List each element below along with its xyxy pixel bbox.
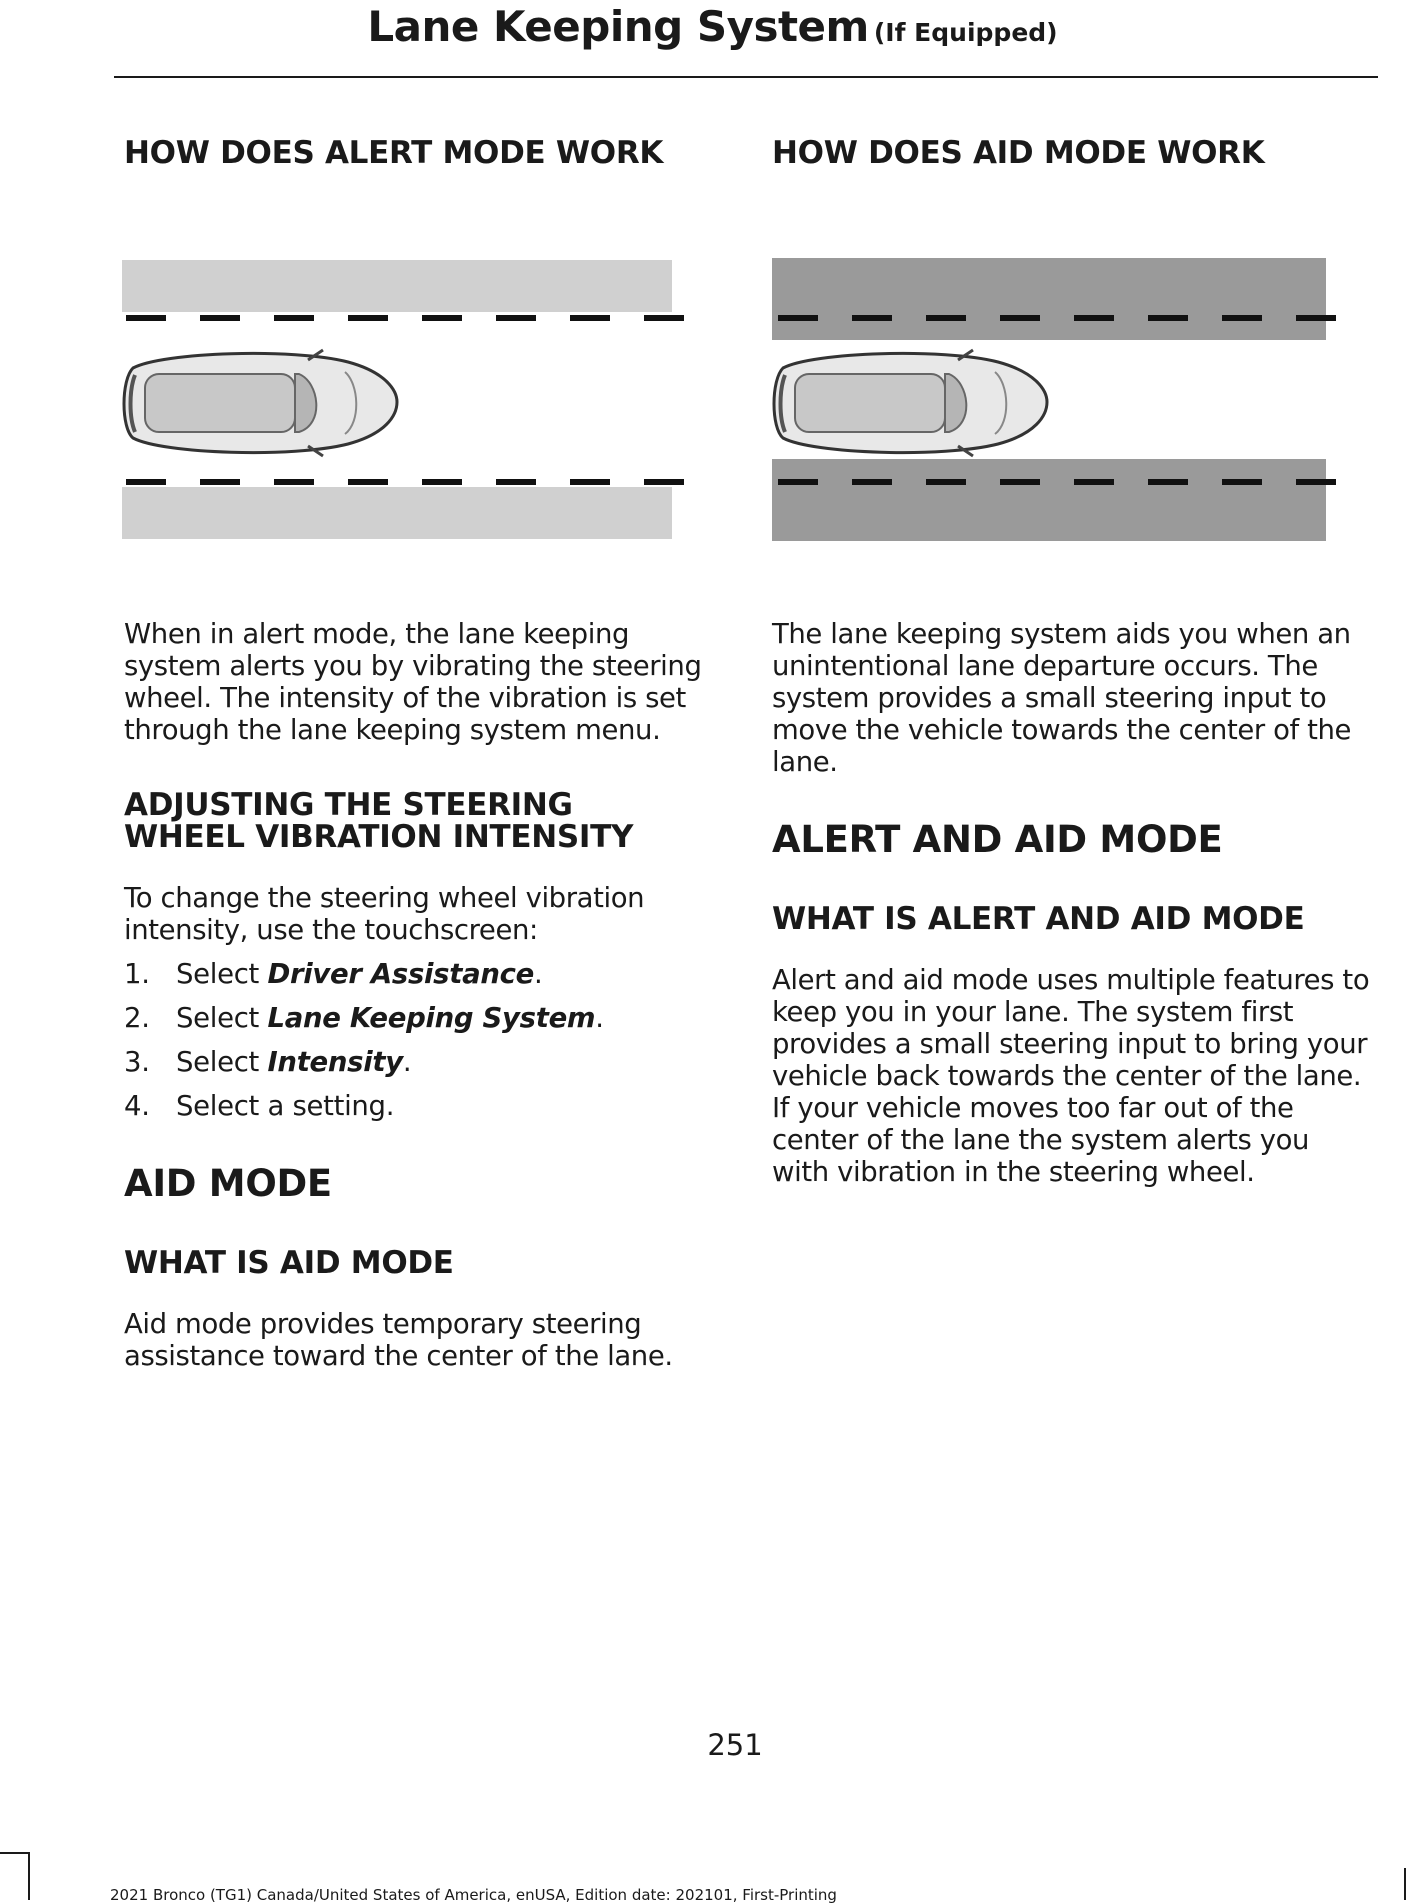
list-item: 4. Select a setting. <box>124 1090 395 1122</box>
alert-mode-description: When in alert mode, the lane keeping system alerts you by vibrating the steering wheel. The intensity of the vibration is set through the lane keeping system menu. <box>124 618 702 746</box>
list-item: 2. Select Lane Keeping System. <box>124 1002 604 1034</box>
list-item: 3. Select Intensity. <box>124 1046 412 1078</box>
aid-mode-illustration <box>768 255 1368 545</box>
lane-band-bottom <box>772 459 1326 541</box>
aid-mode-work-heading: HOW DOES AID MODE WORK <box>772 135 1265 171</box>
aid-mode-description: Aid mode provides temporary steering assistance toward the center of the lane. <box>124 1308 673 1372</box>
aid-mode-heading: AID MODE <box>124 1162 332 1205</box>
lane-band-top <box>122 260 672 312</box>
page-subtitle: (If Equipped) <box>873 18 1058 47</box>
adjust-vibration-intro: To change the steering wheel vibration intensity, use the touchscreen: <box>124 882 645 946</box>
crop-mark <box>1404 1868 1406 1900</box>
aid-mode-work-description: The lane keeping system aids you when an unintentional lane departure occurs. The system provides a small steering input to move the vehicle towards the center of the lane. <box>772 618 1352 778</box>
list-item: 1. Select Driver Assistance. <box>124 958 543 990</box>
lane-band-top <box>772 258 1326 340</box>
car-top-view-icon <box>124 350 397 456</box>
adjust-steps-list <box>124 958 724 1134</box>
footer-edition-info: 2021 Bronco (TG1) Canada/United States of America, enUSA, Edition date: 202101, First-Printing <box>110 1886 837 1904</box>
crop-mark <box>0 1852 28 1854</box>
what-is-alert-and-aid-heading: WHAT IS ALERT AND AID MODE <box>772 901 1305 937</box>
what-is-aid-mode-heading: WHAT IS AID MODE <box>124 1245 454 1281</box>
crop-mark <box>28 1852 30 1900</box>
car-top-view-icon <box>774 350 1047 456</box>
alert-and-aid-description: Alert and aid mode uses multiple features to keep you in your lane. The system first provides a small steering input to bring your vehicle back towards the center of the lane. If your vehicle moves too far out of the center of the lane the system alerts you with vibration in the steering wheel. <box>772 964 1370 1188</box>
alert-mode-heading: HOW DOES ALERT MODE WORK <box>124 135 664 171</box>
page-number: 251 <box>707 1728 763 1762</box>
header-divider <box>114 76 1378 78</box>
page-header <box>0 2 1425 51</box>
lane-band-bottom <box>122 487 672 539</box>
adjust-vibration-heading-line2: WHEEL VIBRATION INTENSITY <box>124 819 634 855</box>
page-title: Lane Keeping System <box>367 2 869 51</box>
alert-and-aid-mode-heading: ALERT AND AID MODE <box>772 818 1223 861</box>
adjust-vibration-heading-line1: ADJUSTING THE STEERING <box>124 787 573 823</box>
alert-mode-illustration <box>118 255 718 545</box>
